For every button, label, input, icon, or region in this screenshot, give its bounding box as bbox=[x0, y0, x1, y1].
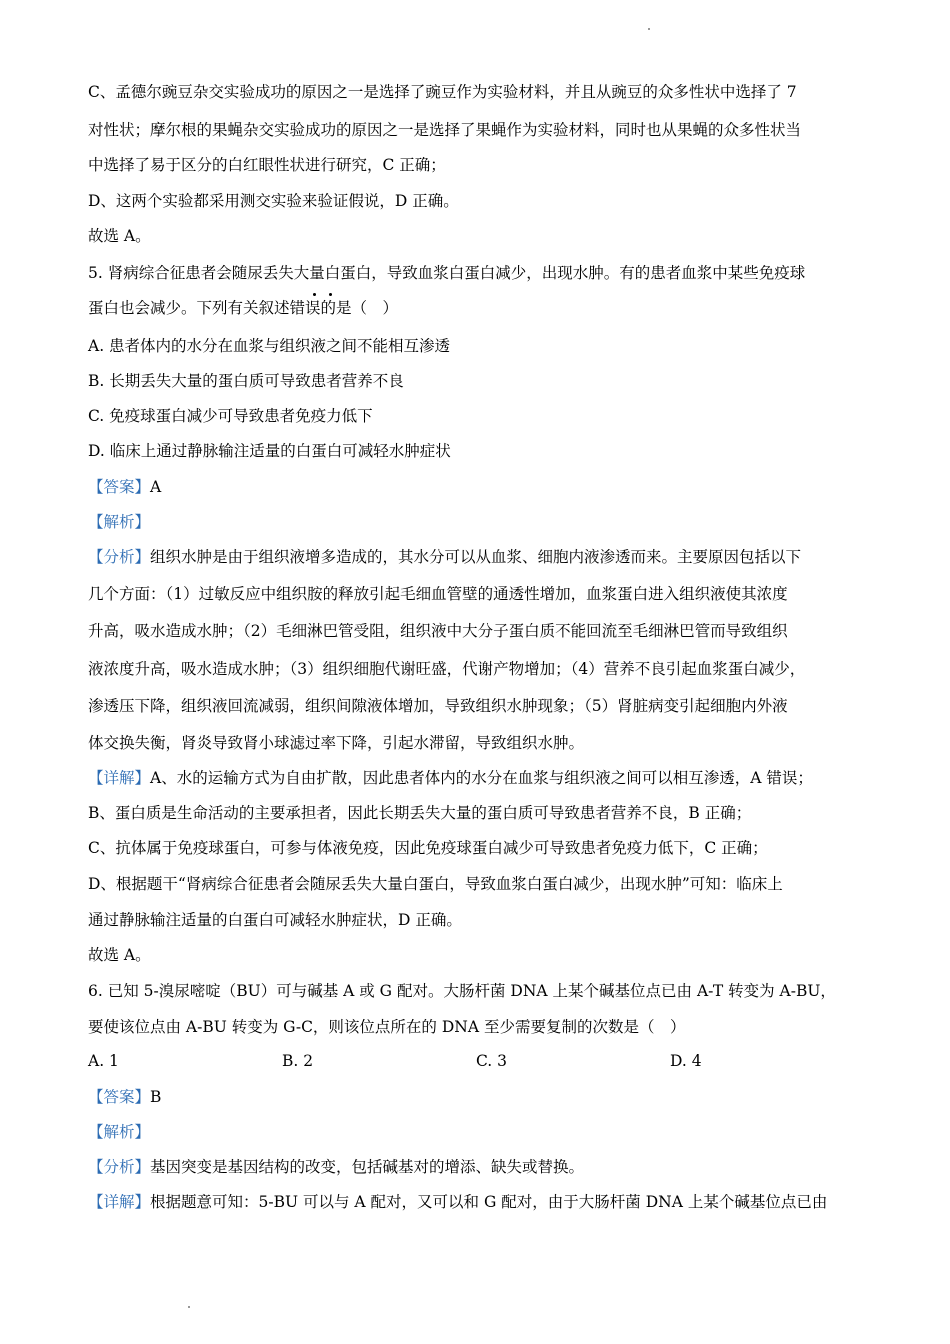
line-text: 故选 A。 bbox=[88, 227, 151, 245]
section-tag: 【分析】 bbox=[88, 548, 151, 566]
line-text: 升高，吸水造成水肿；（2）毛细淋巴管受阻，组织液中大分子蛋白质不能回流至毛细淋巴管而导致组织 bbox=[88, 622, 788, 640]
text-line bbox=[88, 226, 878, 246]
text-line bbox=[88, 803, 878, 823]
line-text: A、水的运输方式为自由扩散，因此患者体内的水分在血浆与组织液之间可以相互渗透，A 错误； bbox=[150, 769, 813, 787]
text-line bbox=[88, 155, 878, 175]
text-line bbox=[88, 1017, 878, 1037]
section-tag: 【详解】 bbox=[88, 1193, 151, 1211]
text-line bbox=[88, 512, 878, 532]
text-line bbox=[88, 945, 878, 965]
page-mark-dot bbox=[188, 1306, 190, 1308]
line-text: 蛋白也会减少。下列有关叙述错误的是（ ） bbox=[88, 299, 399, 317]
line-text: C、孟德尔豌豆杂交实验成功的原因之一是选择了豌豆作为实验材料，并且从豌豆的众多性状中选择了 7 bbox=[88, 83, 797, 101]
text-line bbox=[88, 298, 878, 318]
text-line bbox=[88, 768, 878, 788]
line-text: 基因突变是基因结构的改变，包括碱基对的增添、缺失或替换。 bbox=[150, 1158, 585, 1176]
text-line bbox=[88, 696, 878, 716]
emphasis-dots bbox=[311, 293, 335, 299]
line-text: 体交换失衡，肾炎导致肾小球滤过率下降，引起水滞留，导致组织水肿。 bbox=[88, 734, 585, 752]
line-text: 中选择了易于区分的白红眼性状进行研究，C 正确； bbox=[88, 156, 446, 174]
section-tag: 【答案】 bbox=[88, 478, 151, 496]
line-text: A. 患者体内的水分在血浆与组织液之间不能相互渗透 bbox=[88, 337, 451, 355]
line-text: 要使该位点由 A-BU 转变为 G-C，则该位点所在的 DNA 至少需要复制的次数是（ ） bbox=[88, 1018, 686, 1036]
text-line bbox=[88, 547, 878, 567]
text-line bbox=[88, 336, 878, 356]
line-text: B. 长期丢失大量的蛋白质可导致患者营养不良 bbox=[88, 372, 404, 390]
line-text: 5. 肾病综合征患者会随尿丢失大量白蛋白，导致血浆白蛋白减少，出现水肿。有的患者血浆中某些免疫球 bbox=[88, 264, 806, 282]
text-line bbox=[88, 406, 878, 426]
line-text: C、抗体属于免疫球蛋白，可参与体液免疫，因此免疫球蛋白减少可导致患者免疫力低下，C 正确； bbox=[88, 839, 768, 857]
text-line bbox=[88, 1087, 878, 1107]
text-line bbox=[88, 263, 878, 283]
text-line bbox=[88, 621, 878, 641]
line-text: D. 临床上通过静脉输注适量的白蛋白可减轻水肿症状 bbox=[88, 442, 451, 460]
section-tag: 【解析】 bbox=[88, 1123, 151, 1141]
line-text: C. 免疫球蛋白减少可导致患者免疫力低下 bbox=[88, 407, 373, 425]
text-line bbox=[88, 910, 878, 930]
q6-option-b: B. 2 bbox=[282, 1052, 314, 1070]
section-tag: 【答案】 bbox=[88, 1088, 151, 1106]
text-line bbox=[88, 191, 878, 211]
line-text: B bbox=[150, 1088, 162, 1106]
text-line bbox=[88, 441, 878, 461]
line-text: 几个方面：（1）过敏反应中组织胺的释放引起毛细血管壁的通透性增加，血浆蛋白进入组织液使其浓度 bbox=[88, 585, 788, 603]
text-line bbox=[88, 874, 878, 894]
line-text: 组织水肿是由于组织液增多造成的，其水分可以从血浆、细胞内液渗透而来。主要原因包括以下 bbox=[150, 548, 802, 566]
page-mark-dot bbox=[648, 28, 650, 30]
line-text: 液浓度升高，吸水造成水肿；（3）组织细胞代谢旺盛，代谢产物增加；（4）营养不良引起血浆蛋白减少， bbox=[88, 660, 806, 678]
text-line bbox=[88, 659, 878, 679]
q6-option-d: D. 4 bbox=[670, 1052, 702, 1070]
section-tag: 【详解】 bbox=[88, 769, 151, 787]
text-line bbox=[88, 1122, 878, 1142]
line-text: 渗透压下降，组织液回流减弱，组织间隙液体增加，导致组织水肿现象；（5）肾脏病变引起细胞内外液 bbox=[88, 697, 788, 715]
q6-option-c: C. 3 bbox=[476, 1052, 508, 1070]
text-line bbox=[88, 584, 878, 604]
text-line bbox=[88, 981, 878, 1001]
line-text: 根据题意可知：5-BU 可以与 A 配对，又可以和 G 配对，由于大肠杆菌 DNA 上某个碱基位点已由 bbox=[150, 1193, 828, 1211]
text-line bbox=[88, 1192, 878, 1212]
line-text: D、这两个实验都采用测交实验来验证假说，D 正确。 bbox=[88, 192, 459, 210]
text-line bbox=[88, 1157, 878, 1177]
emphasis-dot bbox=[329, 293, 332, 296]
text-line bbox=[88, 120, 878, 140]
line-text: A bbox=[150, 478, 162, 496]
emphasis-dot bbox=[313, 293, 316, 296]
line-text: 故选 A。 bbox=[88, 946, 151, 964]
text-line bbox=[88, 477, 878, 497]
text-line bbox=[88, 733, 878, 753]
line-text: 通过静脉输注适量的白蛋白可减轻水肿症状，D 正确。 bbox=[88, 911, 462, 929]
text-line bbox=[88, 838, 878, 858]
line-text: B、蛋白质是生命活动的主要承担者，因此长期丢失大量的蛋白质可导致患者营养不良，B 正确； bbox=[88, 804, 752, 822]
text-line bbox=[88, 371, 878, 391]
line-text: D、根据题干“肾病综合征患者会随尿丢失大量白蛋白，导致血浆白蛋白减少，出现水肿”可知：临床上 bbox=[88, 875, 783, 893]
line-text: 6. 已知 5-溴尿嘧啶（BU）可与碱基 A 或 G 配对。大肠杆菌 DNA 上某个碱基位点已由 A-T 转变为 A-BU， bbox=[88, 982, 836, 1000]
section-tag: 【解析】 bbox=[88, 513, 151, 531]
section-tag: 【分析】 bbox=[88, 1158, 151, 1176]
text-line bbox=[88, 82, 878, 102]
line-text: 对性状；摩尔根的果蝇杂交实验成功的原因之一是选择了果蝇作为实验材料，同时也从果蝇的众多性状当 bbox=[88, 121, 802, 139]
q6-option-a: A. 1 bbox=[88, 1052, 119, 1070]
